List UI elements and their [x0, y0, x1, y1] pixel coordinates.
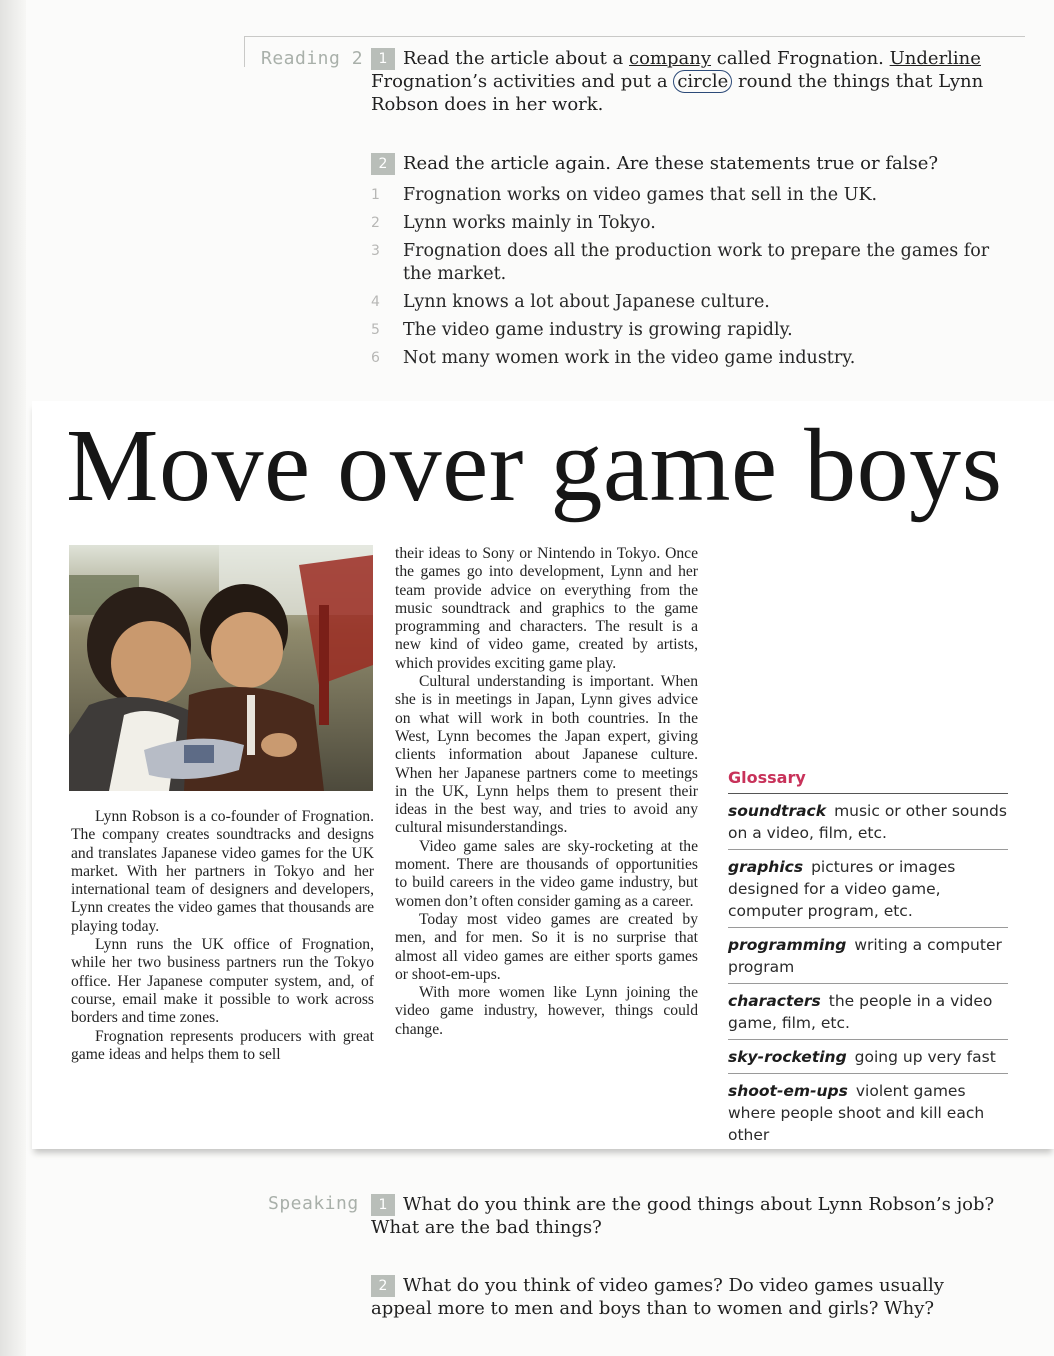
reading-label: Reading 2 — [261, 48, 364, 69]
glossary-item: graphics pictures or images designed for a video game, computer program, etc. — [728, 850, 1008, 928]
statement-item: 2 Lynn works mainly in Tokyo. — [371, 213, 656, 233]
glossary-list — [728, 793, 1008, 1151]
statement-item: 4 Lynn knows a lot about Japanese culture. — [371, 292, 770, 312]
task-number-box: 2 — [371, 1275, 395, 1297]
statement-item: 3 Frognation does all the production work to prepare the games for the market. — [371, 241, 990, 284]
speaking-task-1: 1 What do you think are the good things about Lynn Robson’s job? What are the bad things? — [371, 1194, 995, 1238]
reading-task-2: 2 Read the article again. Are these statements true or false? — [371, 152, 1001, 175]
speaking-task-2: 2 What do you think of video games? Do video games usually appeal more to men and boys than to women and girls? Why? — [371, 1275, 944, 1319]
glossary-box — [728, 768, 1008, 1151]
statement-item: 1 Frognation works on video games that sell in the UK. — [371, 185, 878, 205]
glossary-item: sky-rocketing going up very fast — [728, 1040, 1008, 1074]
glossary-item: soundtrack music or other sounds on a video, film, etc. — [728, 794, 1008, 850]
article-column-1: Lynn Robson is a co-founder of Frognation. The company creates soundtracks and designs and translates Japanese video games for the UK market. With her partners in Tokyo and her international team of designers and developers, Lynn creates the video games that thousands are playing today. Lynn runs the UK office of Frognation, while her two business partners run the Tokyo office. Her Japanese computer system, and, of course, email make it possible to work across borders and time zones. Frognation represents producers with great game ideas and helps them to sell — [71, 808, 374, 1063]
circled-word: circle — [673, 70, 732, 93]
photo-two-boys-with-game-console — [69, 545, 373, 791]
glossary-item: programming writing a computer program — [728, 928, 1008, 984]
glossary-item: characters the people in a video game, film, etc. — [728, 984, 1008, 1040]
task-number-box: 2 — [371, 153, 395, 175]
article-panel — [32, 401, 1054, 1149]
statement-item: 6 Not many women work in the video game industry. — [371, 348, 856, 368]
reading-task-1: 1 Read the article about a company called Frognation. Underline Frognation’s activities and put a circle round the things that Lynn Robson does in her work. — [371, 48, 984, 115]
statement-item: 5 The video game industry is growing rapidly. — [371, 320, 793, 340]
task-number-box: 1 — [371, 1194, 395, 1216]
speaking-label: Speaking — [268, 1193, 359, 1214]
statements-list — [371, 184, 1011, 375]
glossary-item: shoot-em-ups violent games where people shoot and kill each other — [728, 1082, 985, 1144]
article-photo — [69, 545, 373, 791]
article-column-2: their ideas to Sony or Nintendo in Tokyo. Once the games go into development, Lynn and her team provide advice on everything from the music soundtrack and graphics to the game programming and characters. The result is a new kind of video game, created by artists, which provides exciting game play. Cultural understanding is important. When she is in meetings in Japan, Lynn gives advice on what will work in both countries. In the West, Lynn becomes the Japan expert, giving clients information about Japanese culture. When her Japanese partners come to meetings in the UK, Lynn helps them to present their ideas in the best way, and tries to avoid any cultural misunderstandings. Video game sales are sky-rocketing at the moment. There are thousands of opportunities to build careers in the video game industry, but women don’t often consider gaming as a career. Today most video games are created by men, and for men. So it is no surprise that almost all video games are either sports games or shoot-em-ups. With more women like Lynn joining the video game industry, however, things could change. — [395, 545, 698, 1038]
article-headline: Move over game boys — [66, 408, 1003, 523]
task-number-box: 1 — [371, 48, 395, 70]
page-edge-shadow — [0, 0, 26, 1356]
glossary-title: Glossary — [728, 768, 806, 787]
